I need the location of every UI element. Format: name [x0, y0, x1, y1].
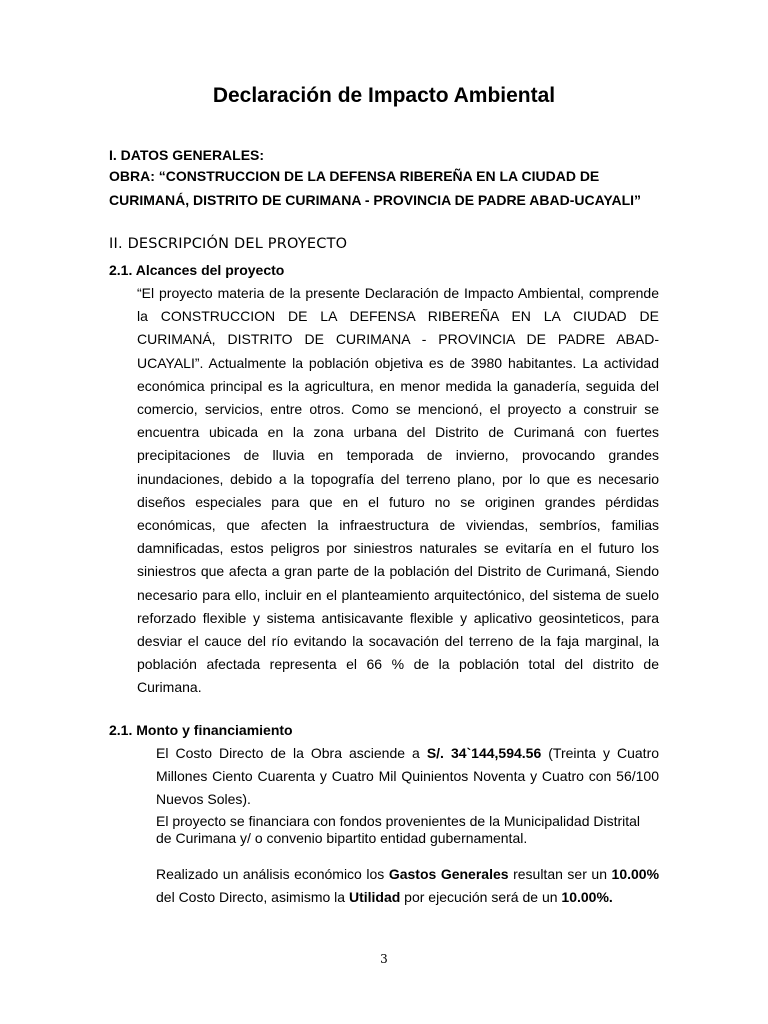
direct-cost-words: (Treinta y Cuatro Millones Ciento Cuarenta y Cuatro Mil Quinientos Noventa y Cuatro con 56/100 Nuevos Soles). [156, 745, 660, 807]
section-2-heading: II. DESCRIPCIÓN DEL PROYECTO [109, 236, 348, 252]
analysis-text-2: del Costo Directo, asimismo la [156, 889, 349, 905]
general-expenses-percent: 10.00% [611, 866, 660, 882]
financing-line-1: El proyecto se financiara con fondos provenientes de la Municipalidad Distrital [156, 813, 641, 829]
scope-paragraph: “El proyecto materia de la presente Declaración de Impacto Ambiental, comprende la CONSTRUCCION DE LA DEFENSA RIBEREÑA EN LA CIUDAD DE CURIMANÁ, DISTRITO DE CURIMANA - PROVINCIA DE PADRE ABAD-UCAYALI”. Actualmente la población objetiva es de 3980 habitantes. La actividad económica principal es la agricultura, en menor medida la ganadería, seguida del comercio, servicios, entre otros. Como se mencionó, el proyecto a construir se encuentra ubicada en la zona urbana del Distrito de Curimaná con fuertes precipitaciones de lluvia en temporada de invierno, provocando grandes inundaciones, debido a la topografía del terreno plano, por lo que es necesario diseños especiales para que en el futuro no se originen grandes pérdidas económicas, que afecten la infraestructura de viviendas, sembríos, familias damnificadas, estos peligros por siniestros naturales se evitaría en el futuro los siniestros que afecta a gran parte de la población del Distrito de Curimaná, Siendo necesario para ello, incluir en el planteamiento arquitectónico, del sistema de suelo reforzado flexible y sistema antisicavante flexible y aplicativo geosinteticos, para desviar el cauce del río evitando la socavación del terreno de la faja marginal, la población afectada representa el 66 % de la población total del distrito de Curimana. [137, 285, 659, 696]
analysis-text-1: resultan ser un [508, 866, 612, 882]
section-1-heading: I. DATOS GENERALES: [109, 147, 265, 163]
obra-line-1: OBRA: “CONSTRUCCION DE LA DEFENSA RIBEREÑA EN LA CIUDAD DE [109, 168, 600, 184]
utility-percent: 10.00% [561, 889, 609, 905]
direct-cost-amount: S/. 34`144,594.56 [426, 745, 542, 761]
analysis-intro: Realizado un análisis económico los [156, 866, 389, 882]
financing-paragraph [156, 813, 659, 847]
financing-line-2: de Curimana y/ o convenio bipartito entidad gubernamental. [156, 830, 528, 846]
economic-analysis-paragraph [156, 863, 659, 909]
direct-cost-paragraph [156, 742, 659, 811]
subsection-funding-heading: 2.1. Monto y financiamiento [109, 722, 293, 738]
subsection-scope-heading: 2.1. Alcances del proyecto [109, 262, 285, 278]
document-title: Declaración de Impacto Ambiental [212, 84, 556, 107]
analysis-text-3: por ejecución será de un [400, 889, 562, 905]
obra-line-2: CURIMANÁ, DISTRITO DE CURIMANA - PROVINCIA DE PADRE ABAD-UCAYALI” [109, 192, 642, 208]
utility-term: Utilidad [348, 889, 401, 905]
general-expenses-term: Gastos Generales [388, 866, 509, 882]
page-number: 3 [380, 952, 388, 966]
analysis-end-period: . [608, 889, 613, 905]
direct-cost-intro: El Costo Directo de la Obra asciende a [156, 745, 427, 761]
